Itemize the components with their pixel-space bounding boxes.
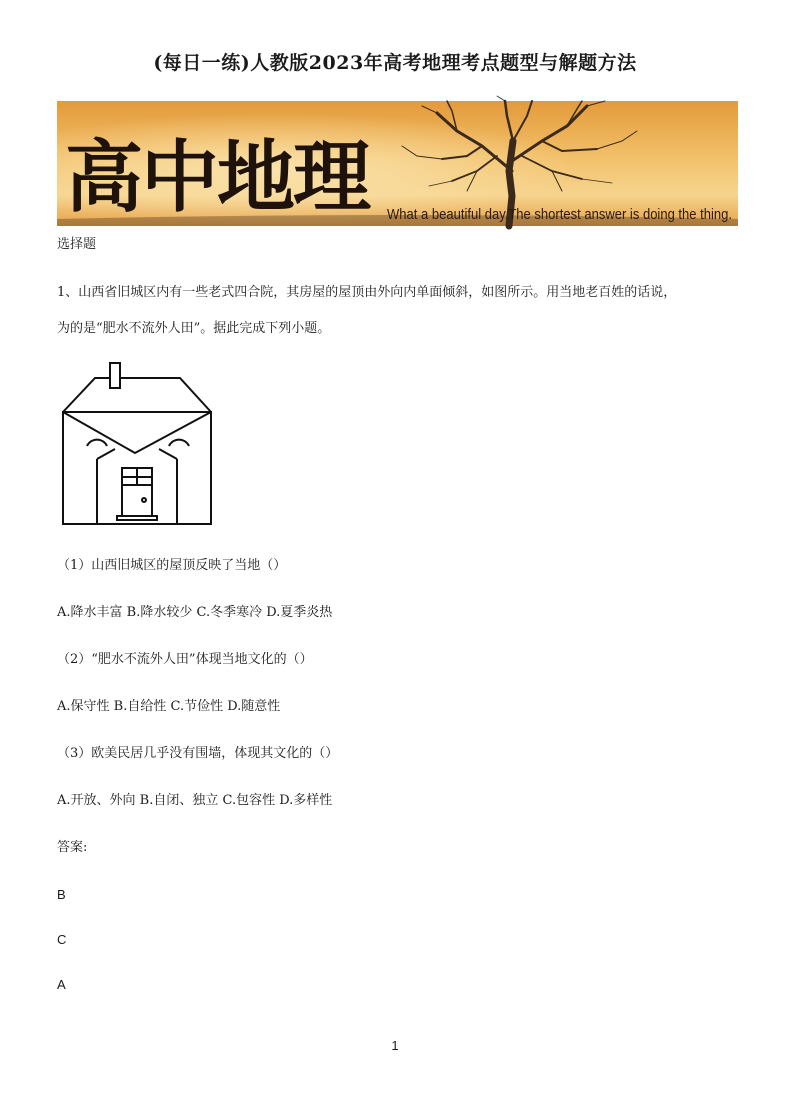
options-1: A.降水丰富 B.降水较少 C.冬季寒冷 D.夏季炎热: [57, 605, 333, 620]
page-number: 1: [391, 1038, 399, 1053]
sub-question-1: （1）山西旧城区的屋顶反映了当地（）: [57, 558, 287, 573]
section-heading: 选择题: [57, 237, 97, 252]
answer-1: B: [57, 887, 66, 902]
options-3: A.开放、外向 B.自闭、独立 C.包容性 D.多样性: [57, 793, 333, 808]
question-stem-line2: 为的是“肥水不流外人田”。据此完成下列小题。: [57, 321, 331, 336]
answer-label: 答案:: [57, 840, 88, 855]
question-stem-line1: 1、山西省旧城区内有一些老式四合院，其房屋的屋顶由外向内单面倾斜，如图所示。用当地老百姓的话说，: [57, 285, 677, 300]
answer-2: C: [57, 932, 67, 947]
sub-question-3: （3）欧美民居几乎没有围墙，体现其文化的（）: [57, 746, 339, 761]
options-2: A.保守性 B.自给性 C.节俭性 D.随意性: [57, 699, 281, 714]
answer-3: A: [57, 977, 66, 992]
house-figure: [57, 353, 217, 529]
banner-image: [57, 101, 738, 226]
banner-heading: 高中地理: [65, 132, 370, 223]
banner-tagline: What a beautiful day.The shortest answer is doing the thing.: [387, 206, 732, 223]
document-title: (每日一练)人教版2023年高考地理考点题型与解题方法: [153, 52, 637, 74]
sub-question-2: （2）“肥水不流外人田”体现当地文化的（）: [57, 652, 313, 667]
